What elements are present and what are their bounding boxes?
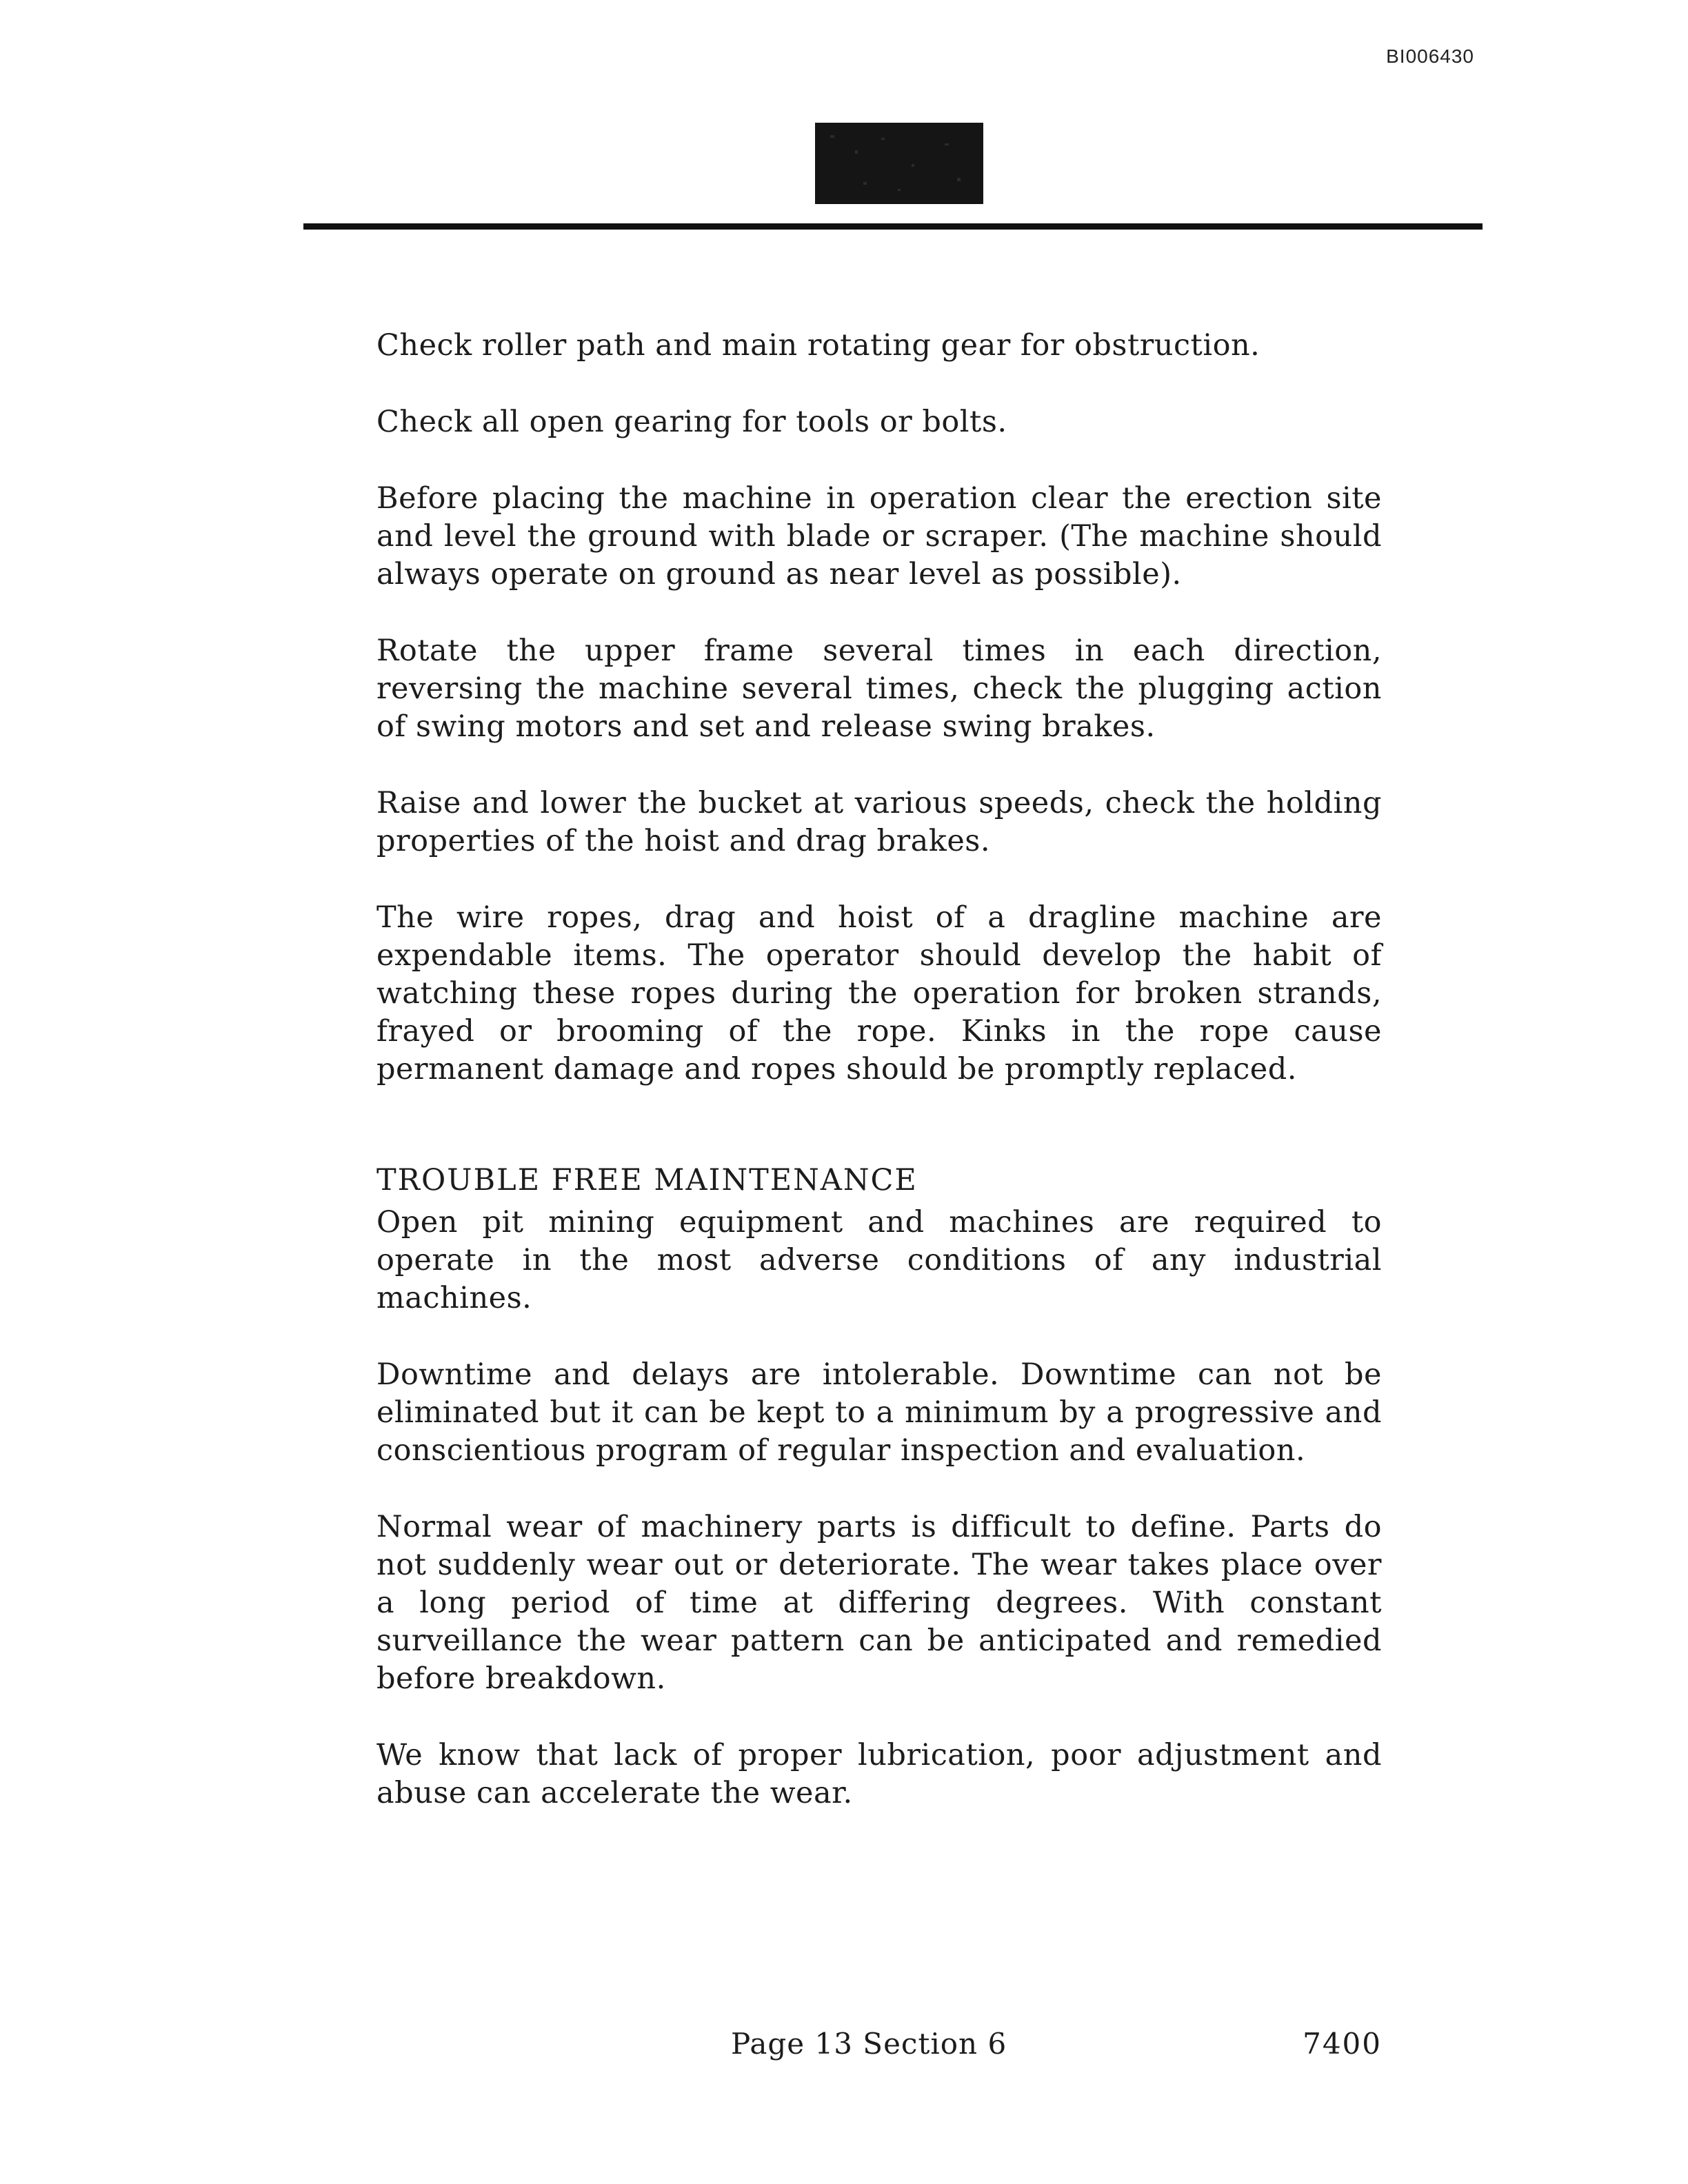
paragraph-roller-path: Check roller path and main rotating gear for obstruction.: [376, 328, 1260, 363]
paragraph-normal-wear: Normal wear of machinery parts is difficult to define. Parts do not suddenly wear out or deteriorate. The wear takes place over a long period of time at differing degrees. With constant surveillance the wear pattern can be anticipated and remedied before breakdown.: [376, 1510, 1382, 1696]
paragraph-erection-site: Before placing the machine in operation clear the erection site and level the ground with blade or scraper. (The machine should always operate on ground as near level as possible).: [376, 481, 1382, 592]
paragraph-wire-ropes: The wire ropes, drag and hoist of a dragline machine are expendable items. The operator should develop the habit of watching these ropes during the operation for broken strands, frayed or brooming of the rope. Kinks in the rope cause permanent damage and ropes should be promptly replaced.: [376, 900, 1382, 1086]
page-body: [376, 327, 1382, 1851]
paragraph-downtime: Downtime and delays are intolerable. Downtime can not be eliminated but it can be kept to a minimum by a progressive and conscientious program of regular inspection and evaluation.: [376, 1357, 1382, 1468]
paragraph-lubrication: We know that lack of proper lubrication, poor adjustment and abuse can accelerate the wear.: [376, 1738, 1382, 1810]
paragraph-raise-bucket: Raise and lower the bucket at various speeds, check the holding properties of the hoist and drag brakes.: [376, 786, 1382, 858]
paragraph-open-gearing: Check all open gearing for tools or bolts.: [376, 405, 1007, 439]
company-logo-icon: [815, 123, 983, 204]
section-heading: TROUBLE FREE MAINTENANCE: [376, 1163, 918, 1197]
document-id: BI006430: [1386, 46, 1474, 67]
header-rule: [303, 223, 1483, 230]
paragraph-open-pit: Open pit mining equipment and machines are required to operate in the most adverse conditions of any industrial machines.: [376, 1205, 1382, 1315]
paragraph-rotate-frame: Rotate the upper frame several times in each direction, reversing the machine several times, check the plugging action of swing motors and set and release swing brakes.: [376, 634, 1382, 744]
document-number: 7400: [1303, 2027, 1382, 2061]
page-number-label: Page 13 Section 6: [731, 2027, 1007, 2061]
